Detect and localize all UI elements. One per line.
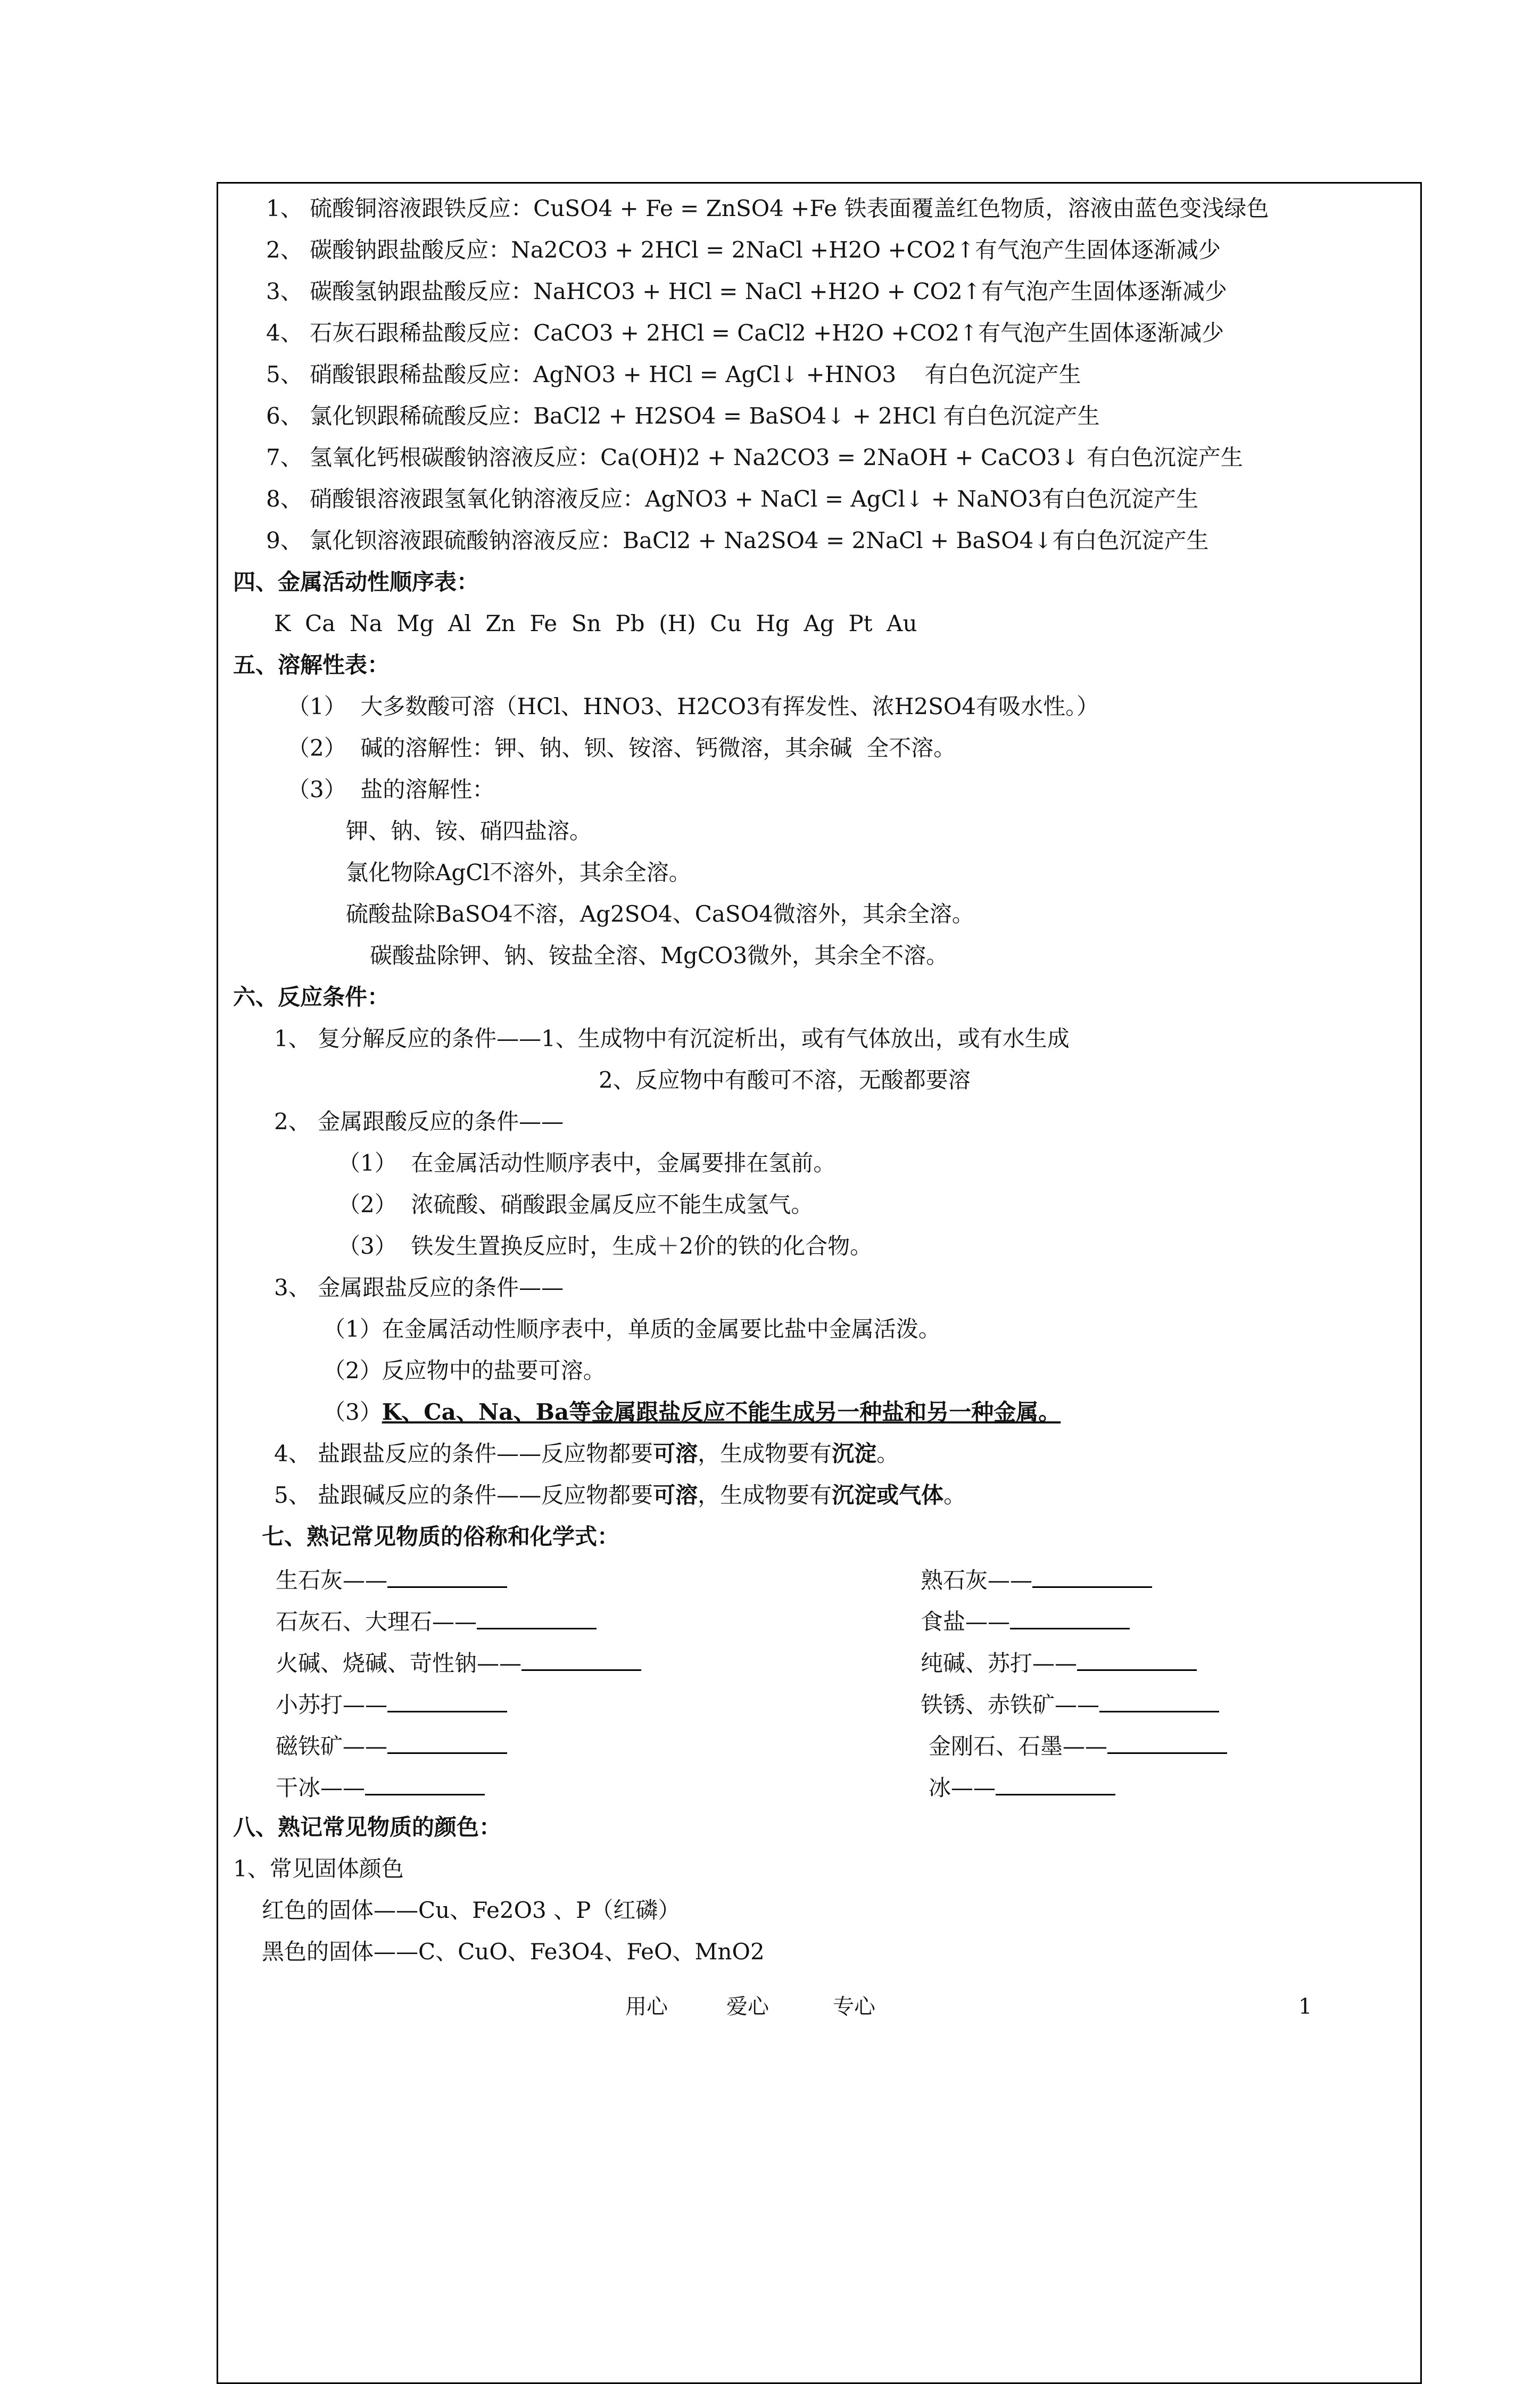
answer-blank[interactable] bbox=[387, 1563, 507, 1588]
fill-item-right: 食盐—— bbox=[921, 1604, 1130, 1635]
reaction-4: 4、 石灰石跟稀盐酸反应：CaCO3 + 2HCl = CaCl2 +H2O +CO2↑有气泡产生固体逐渐减少 bbox=[266, 320, 1224, 346]
page-number: 1 bbox=[1298, 1994, 1312, 2019]
solubility-acids: （1） 大多数酸可溶（HCl、HNO3、H2CO3有挥发性、浓H2SO4有吸水性。） bbox=[287, 693, 1099, 719]
section-5-heading: 五、溶解性表： bbox=[233, 652, 390, 678]
answer-blank[interactable] bbox=[477, 1604, 597, 1629]
answer-blank[interactable] bbox=[996, 1770, 1115, 1795]
fill-item-right: 熟石灰—— bbox=[921, 1563, 1152, 1594]
fill-item-left: 小苏打—— bbox=[276, 1687, 507, 1718]
fill-item-right: 铁锈、赤铁矿—— bbox=[921, 1687, 1219, 1718]
section-6-heading: 六、反应条件： bbox=[233, 984, 390, 1010]
footer-motto-1: 用心 bbox=[625, 1994, 668, 2019]
solubility-salts: （3） 盐的溶解性： bbox=[287, 776, 495, 802]
salt-rule-1: 钾、钠、铵、硝四盐溶。 bbox=[346, 818, 592, 844]
fill-item-left: 石灰石、大理石—— bbox=[276, 1604, 597, 1635]
answer-blank[interactable] bbox=[521, 1646, 641, 1671]
reaction-8: 8、 硝酸银溶液跟氢氧化钠溶液反应：AgNO3 + NaCl = AgCl↓ + NaNO3有白色沉淀产生 bbox=[266, 486, 1198, 512]
fill-item-left: 干冰—— bbox=[276, 1770, 485, 1801]
section-8-heading: 八、熟记常见物质的颜色： bbox=[233, 1814, 502, 1840]
condition-1b: 2、反应物中有酸可不溶，无酸都要溶 bbox=[599, 1067, 971, 1093]
answer-blank[interactable] bbox=[1032, 1563, 1152, 1588]
answer-blank[interactable] bbox=[1099, 1687, 1219, 1712]
reaction-6: 6、 氯化钡跟稀硫酸反应：BaCl2 + H2SO4 = BaSO4↓ + 2HCl 有白色沉淀产生 bbox=[266, 403, 1100, 429]
red-solids: 红色的固体——Cu、Fe2O3 、P（红磷） bbox=[262, 1897, 681, 1923]
section-7-heading: 七、熟记常见物质的俗称和化学式： bbox=[262, 1524, 620, 1550]
black-solids: 黑色的固体——C、CuO、Fe3O4、FeO、MnO2 bbox=[262, 1939, 765, 1965]
condition-2a: （1） 在金属活动性顺序表中，金属要排在氢前。 bbox=[338, 1150, 836, 1176]
salt-rule-2: 氯化物除AgCl不溶外，其余全溶。 bbox=[346, 859, 691, 885]
condition-2: 2、 金属跟酸反应的条件—— bbox=[274, 1108, 564, 1135]
answer-blank[interactable] bbox=[1010, 1604, 1130, 1629]
salt-rule-4: 碳酸盐除钾、钠、铵盐全溶、MgCO3微外，其余全不溶。 bbox=[370, 942, 949, 968]
condition-3a: （1）在金属活动性顺序表中，单质的金属要比盐中金属活泼。 bbox=[323, 1316, 941, 1342]
reaction-3: 3、 碳酸氢钠跟盐酸反应：NaHCO3 + HCl = NaCl +H2O + CO2↑有气泡产生固体逐渐减少 bbox=[266, 278, 1227, 304]
reaction-2: 2、 碳酸钠跟盐酸反应：Na2CO3 + 2HCl = 2NaCl +H2O +CO2↑有气泡产生固体逐渐减少 bbox=[266, 237, 1221, 263]
condition-5: 5、 盐跟碱反应的条件——反应物都要可溶，生成物要有沉淀或气体。 bbox=[274, 1482, 966, 1508]
reaction-7: 7、 氢氧化钙根碳酸钠溶液反应：Ca(OH)2 + Na2CO3 = 2NaOH + CaCO3↓ 有白色沉淀产生 bbox=[266, 444, 1243, 470]
solid-colors-subheading: 1、常见固体颜色 bbox=[233, 1856, 404, 1882]
fill-item-right: 金刚石、石墨—— bbox=[929, 1729, 1227, 1760]
fill-item-left: 生石灰—— bbox=[276, 1563, 507, 1594]
reaction-9: 9、 氯化钡溶液跟硫酸钠溶液反应：BaCl2 + Na2SO4 = 2NaCl + BaSO4↓有白色沉淀产生 bbox=[266, 527, 1209, 553]
reaction-5: 5、 硝酸银跟稀盐酸反应：AgNO3 + HCl = AgCl↓ +HNO3 有白色沉淀产生 bbox=[266, 361, 1081, 387]
fill-item-right: 冰—— bbox=[929, 1770, 1115, 1801]
answer-blank[interactable] bbox=[387, 1687, 507, 1712]
condition-2b: （2） 浓硫酸、硝酸跟金属反应不能生成氢气。 bbox=[338, 1191, 814, 1218]
footer-motto-2: 爱心 bbox=[726, 1994, 769, 2019]
condition-2c: （3） 铁发生置换反应时，生成＋2价的铁的化合物。 bbox=[338, 1233, 873, 1259]
condition-4: 4、 盐跟盐反应的条件——反应物都要可溶，生成物要有沉淀。 bbox=[274, 1441, 899, 1467]
page-footer bbox=[0, 1991, 1540, 2023]
condition-1: 1、 复分解反应的条件——1、生成物中有沉淀析出，或有气体放出，或有水生成 bbox=[274, 1025, 1070, 1052]
condition-3c: （3）K、Ca、Na、Ba等金属跟盐反应不能生成另一种盐和另一种金属。 bbox=[323, 1399, 1061, 1425]
answer-blank[interactable] bbox=[365, 1770, 485, 1795]
condition-3: 3、 金属跟盐反应的条件—— bbox=[274, 1274, 564, 1301]
answer-blank[interactable] bbox=[1107, 1729, 1227, 1754]
salt-rule-3: 硫酸盐除BaSO4不溶，Ag2SO4、CaSO4微溶外，其余全溶。 bbox=[346, 901, 974, 927]
fill-item-left: 磁铁矿—— bbox=[276, 1729, 507, 1760]
metal-activity-series: K Ca Na Mg Al Zn Fe Sn Pb (H) Cu Hg Ag Pt Au bbox=[274, 610, 917, 636]
footer-motto-3: 专心 bbox=[833, 1994, 875, 2019]
answer-blank[interactable] bbox=[1077, 1646, 1197, 1671]
fill-item-left: 火碱、烧碱、苛性钠—— bbox=[276, 1646, 641, 1677]
answer-blank[interactable] bbox=[387, 1729, 507, 1754]
fill-item-right: 纯碱、苏打—— bbox=[921, 1646, 1197, 1677]
condition-3b: （2）反应物中的盐要可溶。 bbox=[323, 1357, 606, 1384]
solubility-bases: （2） 碱的溶解性：钾、钠、钡、铵溶、钙微溶，其余碱 全不溶。 bbox=[287, 735, 956, 761]
section-4-heading: 四、金属活动性顺序表： bbox=[233, 569, 479, 595]
reaction-1: 1、 硫酸铜溶液跟铁反应：CuSO4 + Fe = ZnSO4 +Fe 铁表面覆盖红色物质，溶液由蓝色变浅绿色 bbox=[266, 195, 1269, 221]
